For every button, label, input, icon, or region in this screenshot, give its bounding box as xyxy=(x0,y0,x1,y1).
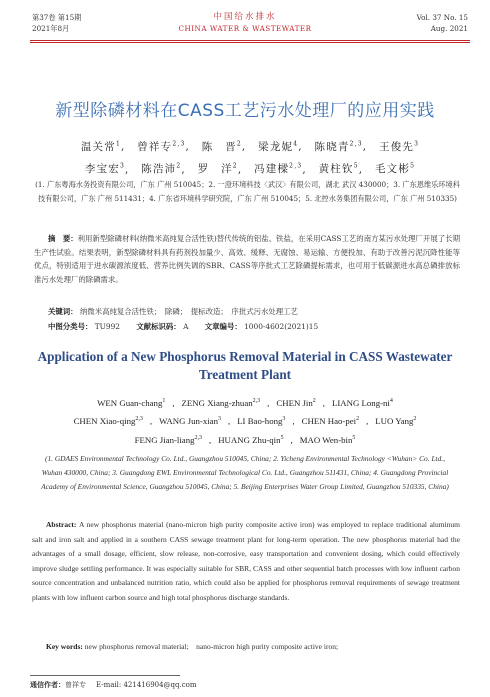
author-name: 王俊先$^3$ xyxy=(379,140,420,153)
footnote xyxy=(30,680,470,690)
authors-en-line-1: WEN Guan-chang$^1$ , ZENG Xiang-zhuan$^{2,3}$ , CHEN Jin$^2$ , LIANG Long-$ni^4$ xyxy=(97,397,393,408)
author-name: 曾祥专$^{2,3}$ xyxy=(137,140,186,153)
journal-name-en: CHINA WATER & WASTEWATER xyxy=(178,24,312,33)
author-name: CHEN Hao-pei$^2$ xyxy=(301,416,360,427)
author-name: WEN Guan-chang$^1$ xyxy=(97,397,166,408)
author-affiliation-marker: 1 xyxy=(162,398,166,404)
author-affiliation-marker: 2,3 xyxy=(172,140,186,147)
author-affiliation-marker: 2,3 xyxy=(194,434,202,441)
author-affiliation-marker: 5 xyxy=(410,162,416,170)
authors-cn xyxy=(40,134,460,179)
clc-label: 中图分类号： xyxy=(48,322,93,331)
author-affiliation-marker: 2 xyxy=(312,398,316,404)
authors-cn-line-1: 温关常$^1$, 曾祥专$^{2,3}$, 陈 晋$^2$, 梁龙妮$^4$, 陈晓青$^{2,3}$, 王俊先$^3$ xyxy=(80,140,420,153)
corresponding-author: 曾祥专 xyxy=(65,681,86,689)
author-affiliation-marker: 2,3 xyxy=(349,140,363,147)
author-affiliation-marker: 5 xyxy=(352,434,356,441)
authors-en xyxy=(30,393,460,448)
running-header xyxy=(0,8,490,44)
author-name: LUO Yang$^2$ xyxy=(375,416,417,427)
article-no-label: 文章编号： xyxy=(204,322,242,331)
date-cn: 2021年8月 xyxy=(32,24,70,33)
author-affiliation-marker: 2 xyxy=(232,162,238,170)
author-name: 陈 晋$^2$ xyxy=(201,140,242,153)
clc-value: TU992 xyxy=(94,322,120,331)
corresponding-label: 通信作者： xyxy=(30,681,65,689)
keywords-cn-label: 关键词： xyxy=(48,307,78,316)
footnote-rule xyxy=(30,675,180,676)
author-name: 毛文彬$^5$ xyxy=(374,162,416,175)
title-en: Application of a New Phosphorus Removal Material in CASS Wastewater Treatment Plant xyxy=(37,349,453,382)
author-affiliation-marker: 2 xyxy=(356,416,360,423)
author-name: HUANG Zhu-qin$^5$ xyxy=(218,434,284,445)
author-affiliation-marker: 2,3 xyxy=(252,398,261,404)
author-name: LIANG Long-$ni^4$ xyxy=(331,397,393,408)
author-name: 李宝宏$^3$ xyxy=(84,162,126,175)
authors-cn-line-2: 李宝宏$^3$, 陈浩沛$^2$, 罗 洋$^2$, 冯建樑$^{2,3}$, 黄柱钦$^5$, 毛文彬$^5$ xyxy=(84,162,416,175)
date-en: Aug. 2021 xyxy=(430,24,468,33)
keywords-cn xyxy=(48,306,468,317)
journal-name-cn: 中国给水排水 xyxy=(213,12,277,22)
authors-en-line-3: FENG Jian-liang$^{2,3}$ , HUANG Zhu-qin$^5$ , MAO Wen-bin$^5$ xyxy=(134,434,356,445)
author-name: FENG Jian-liang$^{2,3}$ xyxy=(134,434,202,445)
abstract-en xyxy=(32,518,460,606)
article-no-value: 1000-4602(2021)15 xyxy=(244,322,319,331)
header-rule xyxy=(30,40,470,41)
author-affiliation-marker: 5 xyxy=(353,162,359,170)
author-name: 冯建樑$^{2,3}$ xyxy=(254,162,303,175)
volume-cn: 第37卷 第15期 xyxy=(32,13,82,22)
author-name: 陈浩沛$^2$ xyxy=(141,162,182,175)
abstract-cn xyxy=(34,232,460,286)
keywords-en xyxy=(46,641,466,652)
affiliation-cn: (1. 广东粤海水务投资有限公司，广东 广州 510045；2. 一澄环境科技〈武汉〉有限公司，湖北 武汉 430000；3. 广东恩维乐环境科技有限公司，广东 广州 511431；4. 广东省环境科学研究院，广东 广州 510045；5. 北控水务集团有限公司，广东 广州 510335) xyxy=(35,180,460,203)
author-name: ZENG Xiang-zhuan$^{2,3}$ xyxy=(181,397,261,408)
title-cn: 新型除磷材料在CASS工艺污水处理厂的应用实践 xyxy=(55,101,435,121)
author-name: CHEN Xiao-qing$^{2,3}$ xyxy=(73,416,143,427)
author-affiliation-marker: 2 xyxy=(176,162,182,170)
author-name: 罗 洋$^2$ xyxy=(197,162,238,175)
affiliation-en: (1. GDAES Environmental Technology Co. Ltd., Guangzhou 510045, China; 2. Yicheng Environmental Technology <Wuhan> Co. Ltd., Wuhan 430000, China; 3. Guangdong EWL Environmental Technological Co. Ltd., Guangzhou 511431, China; 4. Guangdong Provincial Academy of Environmental Science, Guangzhou 510045, China; 5. Beijing Enterprises Water Group Limited, Guangzhou 510335, China) xyxy=(41,454,449,491)
abstract-cn-text: 利用新型除磷材料(纳微米高纯复合活性铁)替代传统的铝盐、铁盐，在采用CASS工艺的南方某污水处理厂开展了长期生产性试验。结果表明，新型除磷材料具有药剂投加量少、高效、缓释、无腐蚀、易运输、方便投加、有助于改善污泥沉降性能等优点，特别适用于进水碳源浓度低、营养比例失调的SBR、CASS等序批式工艺除磷提标需求，也可用于低碳源进水高总磷排放标准污水处理厂的除磷需求。 xyxy=(34,234,460,284)
authors-en-line-2: CHEN Xiao-qing$^{2,3}$ , WANG Jun-xian$^3$ , LI Bao-hong$^3$ , CHEN Hao-pei$^2$ , LUO Yang$^2$ xyxy=(73,416,417,427)
header-rule-thin xyxy=(30,42,470,43)
abstract-en-text: A new phosphorus material (nano-micron high purity composite active iron) was employed to replace traditional aluminum salt and iron salt and applied in a southern CASS sewage treatment plant for long-term operation. The new phosphorus material had the advantages of a small dosage, efficient, slow release, non-corrosive, easy transportation and convenient dosing, which could effectively improve sludge settling performance. It was especially suitable for SBR, CASS and other sequential batch processes with low influent carbon source concentration and unbalanced nutrition ratio, which could also be applied for phosphorus removal requirements of sewage treatment plants with low influent carbon source and high total phosphorus discharge standards. xyxy=(32,520,460,602)
doc-code-value: A xyxy=(183,322,189,331)
corresponding-email: E-mail: 421416904@qq.com xyxy=(96,681,197,689)
author-name: MAO Wen-bin$^5$ xyxy=(299,434,356,445)
author-affiliation-marker: 3 xyxy=(414,140,420,147)
abstract-en-label: Abstract: xyxy=(46,520,77,529)
author-affiliation-marker: 2,3 xyxy=(289,162,303,170)
author-affiliation-marker: 3 xyxy=(120,162,126,170)
keywords-en-label: Key words: xyxy=(46,642,83,651)
author-affiliation-marker: 2,3 xyxy=(135,416,143,423)
header-right xyxy=(417,12,468,34)
keywords-cn-text: 纳微米高纯复合活性铁； 除磷； 提标改造； 序批式污水处理工艺 xyxy=(79,307,298,316)
doc-code-label: 文献标识码： xyxy=(136,322,181,331)
author-affiliation-marker: 4 xyxy=(389,398,393,404)
author-name: 温关常$^1$ xyxy=(80,140,121,153)
author-affiliation-marker: 4 xyxy=(293,140,299,147)
author-affiliation-marker: 3 xyxy=(217,416,221,423)
author-name: WANG Jun-xian$^3$ xyxy=(159,416,221,427)
keywords-en-text: new phosphorus removal material; nano-micron high purity composite active iron; xyxy=(84,642,339,651)
volume-en: Vol. 37 No. 15 xyxy=(416,13,468,22)
author-affiliation-marker: 3 xyxy=(282,416,286,423)
author-affiliation-marker: 5 xyxy=(280,434,284,441)
author-name: 黄柱钦$^5$ xyxy=(318,162,359,175)
author-name: LI Bao-hong$^3$ xyxy=(237,416,286,427)
author-affiliation-marker: 1 xyxy=(115,140,121,147)
author-name: 梁龙妮$^4$ xyxy=(258,140,299,153)
classification-line xyxy=(48,321,468,332)
author-name: 陈晓青$^{2,3}$ xyxy=(314,140,363,153)
abstract-cn-label: 摘 要： xyxy=(48,234,78,243)
author-affiliation-marker: 2 xyxy=(413,416,417,423)
author-name: CHEN Jin$^2$ xyxy=(276,397,316,408)
author-affiliation-marker: 2 xyxy=(236,140,242,147)
